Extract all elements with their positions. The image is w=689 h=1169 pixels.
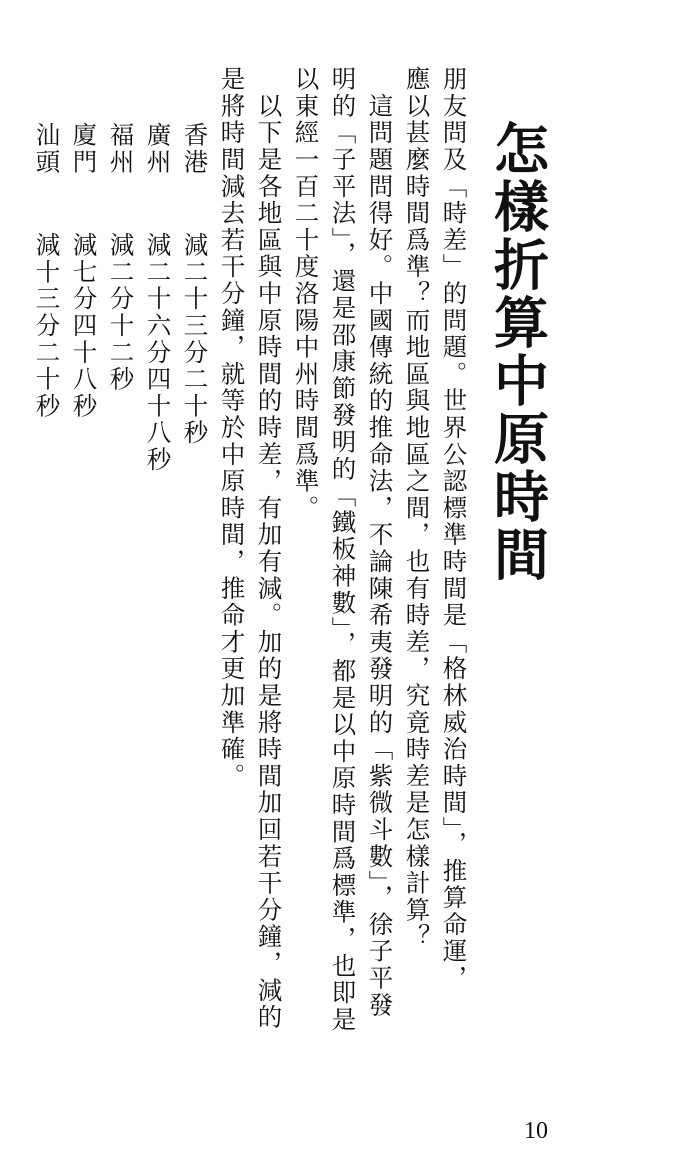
paragraph-line: 這問題問得好。中國傳統的推命法，不論陳希夷發明的「紫微斗數」，徐子平發 [365,66,395,1019]
place-name: 汕頭 [32,122,62,176]
paragraph-line: 以下是各地區與中原時間的時差，有加有減。加的是將時間加回若干分鐘，減的 [254,66,284,1031]
place-name: 福州 [106,122,136,176]
time-adjustment: 減七分四十八秒 [69,232,99,420]
paragraph-line: 以東經一百二十度洛陽中州時間爲準。 [291,66,321,522]
paragraph-line: 朋友問及「時差」的問題。世界公認標準時間是「格林威治時間」，推算命運， [439,66,469,992]
place-name: 廣州 [143,122,173,176]
place-name: 香港 [180,122,210,176]
time-adjustment: 減二分十二秒 [106,232,136,393]
time-adjustment: 減二十六分四十八秒 [143,232,173,474]
paragraph-line: 應以甚麼時間爲準？而地區與地區之間，也有時差，究竟時差是怎樣計算？ [402,66,432,951]
paragraph-line: 是將時間減去若干分鐘，就等於中原時間，推命才更加準確。 [217,66,247,790]
paragraph-line: 明的「子平法」，還是邵康節發明的「鐵板神數」，都是以中原時間爲標準，也即是 [328,66,358,1034]
place-name: 廈門 [69,122,99,176]
time-adjustment: 減十三分二十秒 [32,232,62,420]
page-number: 10 [524,1118,548,1144]
page-title: 怎樣折算中原時間 [485,120,550,584]
time-adjustment: 減二十三分二十秒 [180,232,210,447]
